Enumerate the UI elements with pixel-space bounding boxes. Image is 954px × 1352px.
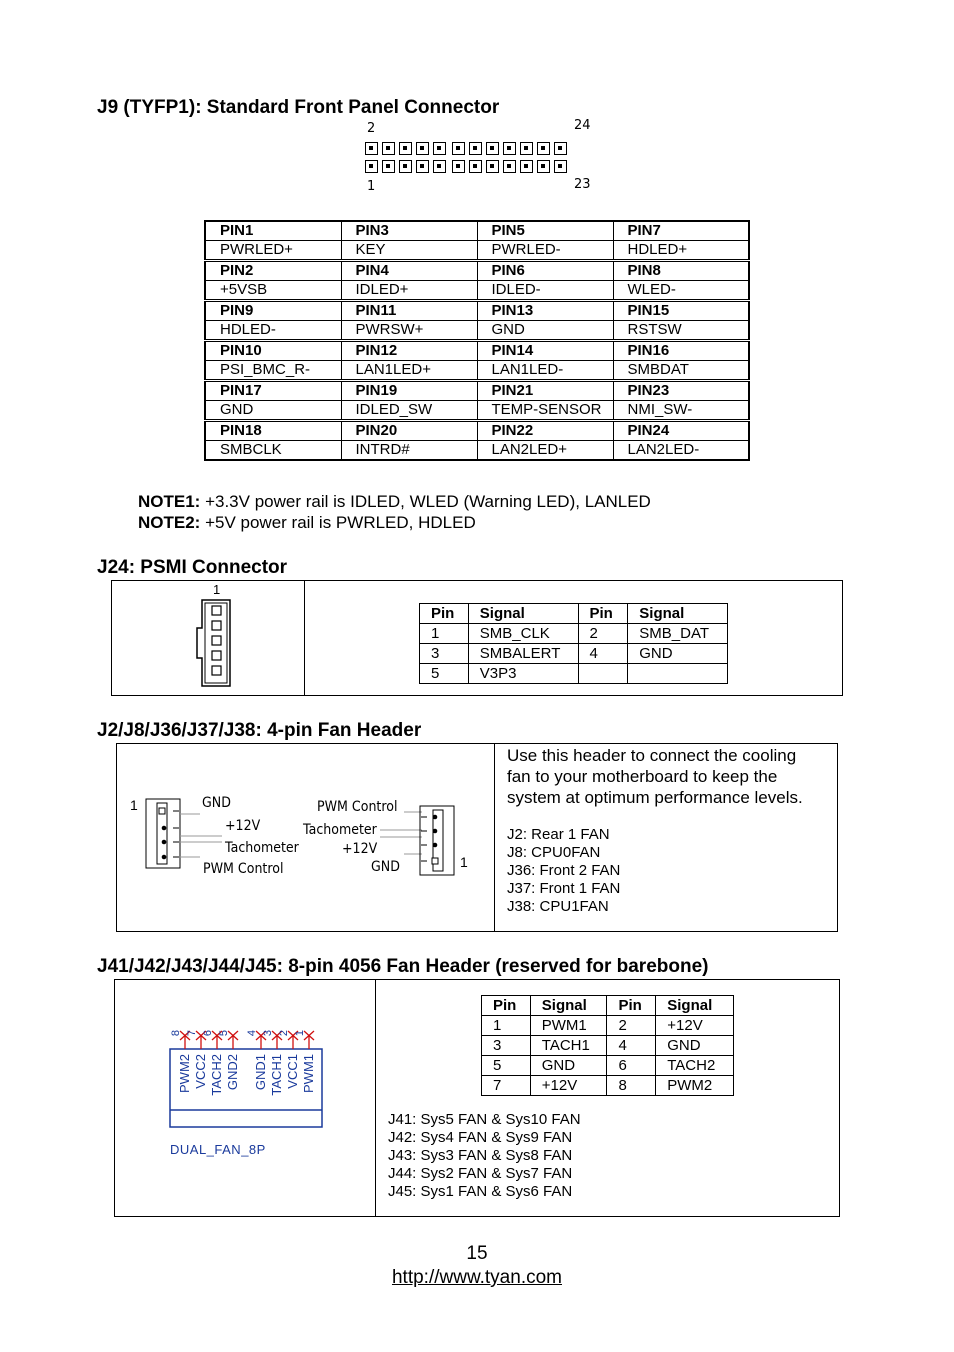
table-cell: 3 [420, 644, 469, 664]
table-header-row [482, 996, 734, 1016]
left-label-tach: Tachometer [225, 840, 299, 856]
header-pin [382, 142, 395, 155]
note1-text: +3.3V power rail is IDLED, WLED (Warning LED), LANLED [200, 492, 651, 511]
page-number: 15 [466, 1243, 488, 1264]
header-pin [537, 160, 550, 173]
right-label-12v: +12V [342, 841, 378, 857]
table-cell: PIN1 [205, 221, 341, 241]
pin-number: 7 [186, 1029, 199, 1037]
table-cell: PIN8 [613, 261, 749, 281]
fan8-pin-table [481, 995, 734, 1096]
table-cell: TACH1 [530, 1036, 607, 1056]
j9-title: J9 (TYFP1): Standard Front Panel Connector [97, 97, 500, 118]
table-cell: 5 [482, 1056, 531, 1076]
header-pin [452, 160, 465, 173]
header-pin [520, 142, 533, 155]
header-pin [520, 160, 533, 173]
column-header: Signal [628, 604, 728, 624]
header-pin [554, 160, 567, 173]
table-row [205, 221, 749, 241]
table-cell: LAN1LED+ [341, 361, 477, 381]
table-cell: SMBDAT [613, 361, 749, 381]
left-pin1-label: 1 [130, 797, 138, 813]
pin-signal-name: VCC2 [193, 1054, 208, 1089]
header-pin [433, 142, 446, 155]
table-cell: 5 [420, 664, 469, 684]
pin-signal-name: TACH1 [269, 1054, 284, 1096]
pin-signal-name: GND1 [253, 1054, 268, 1091]
pin-label-1: 1 [367, 179, 376, 194]
fan4-desc-line: system at optimum performance levels. [507, 788, 803, 807]
pin-signal-name: PWM1 [301, 1054, 316, 1093]
table-cell: SMB_CLK [468, 624, 578, 644]
table-cell: HDLED- [205, 321, 341, 341]
note2-label: NOTE2: [138, 513, 201, 532]
pin-number: 8 [170, 1029, 183, 1037]
header-pin [469, 142, 482, 155]
column-header: Pin [607, 996, 656, 1016]
table-row [420, 644, 728, 664]
table-cell: PIN10 [205, 341, 341, 361]
fan8-list-item: J44: Sys2 FAN & Sys7 FAN [388, 1165, 573, 1182]
table-row [420, 664, 728, 684]
table-cell: HDLED+ [613, 241, 749, 261]
column-header: Signal [656, 996, 734, 1016]
table-row [482, 1076, 734, 1096]
table-cell: 8 [607, 1076, 656, 1096]
right-pin1-label: 1 [460, 854, 468, 870]
table-cell: GND [656, 1036, 734, 1056]
pin-number: 2 [278, 1029, 291, 1037]
right-fan-header-icon [419, 805, 457, 877]
fan4-list-item: J36: Front 2 FAN [507, 862, 621, 879]
table-cell: PIN11 [341, 301, 477, 321]
pin-signal-name: GND2 [225, 1054, 240, 1091]
table-cell: +5VSB [205, 281, 341, 301]
fan4-list-item: J37: Front 1 FAN [507, 880, 621, 897]
table-cell: LAN1LED- [477, 361, 613, 381]
table-cell: PIN20 [341, 421, 477, 441]
table-cell: PIN13 [477, 301, 613, 321]
table-row [205, 441, 749, 461]
table-cell: PWM1 [530, 1016, 607, 1036]
header-pin [399, 160, 412, 173]
fan4-desc-line: fan to your motherboard to keep the [507, 767, 778, 786]
pin-number: 5 [218, 1029, 231, 1037]
table-cell: PIN15 [613, 301, 749, 321]
j9-pin-table [204, 220, 750, 461]
table-cell: PIN24 [613, 421, 749, 441]
table-cell: PIN22 [477, 421, 613, 441]
header-pin [399, 142, 412, 155]
table-cell: PIN3 [341, 221, 477, 241]
left-label-12v: +12V [225, 818, 261, 834]
table-cell: PIN7 [613, 221, 749, 241]
table-cell: RSTSW [613, 321, 749, 341]
header-pin [365, 142, 378, 155]
table-cell: 7 [482, 1076, 531, 1096]
column-header: Pin [482, 996, 531, 1016]
table-cell: INTRD# [341, 441, 477, 461]
header-pin [537, 142, 550, 155]
table-cell: LAN2LED- [613, 441, 749, 461]
table-row [205, 341, 749, 361]
table-row [482, 1036, 734, 1056]
column-header: Pin [420, 604, 469, 624]
table-row [205, 241, 749, 261]
column-header: Signal [468, 604, 578, 624]
header-pin [416, 142, 429, 155]
table-cell: IDLED_SW [341, 401, 477, 421]
table-cell: PIN21 [477, 381, 613, 401]
j24-pin-table [419, 603, 728, 684]
table-cell: NMI_SW- [613, 401, 749, 421]
table-cell: PWM2 [656, 1076, 734, 1096]
column-header: Signal [530, 996, 607, 1016]
table-cell: GND [628, 644, 728, 664]
pin-label-24: 24 [574, 118, 591, 133]
right-label-pwm: PWM Control [317, 799, 398, 815]
pin-number: 6 [202, 1029, 215, 1037]
pin-number: 1 [294, 1029, 307, 1037]
tyan-url-link[interactable]: http://www.tyan.com [391, 1267, 562, 1288]
table-cell: 1 [420, 624, 469, 644]
column-header: Pin [578, 604, 628, 624]
pin-label-23: 23 [574, 177, 591, 192]
table-cell [578, 664, 628, 684]
header-pin [365, 160, 378, 173]
table-cell: WLED- [613, 281, 749, 301]
header-pin [382, 160, 395, 173]
fan8-list-item: J41: Sys5 FAN & Sys10 FAN [388, 1111, 581, 1128]
header-pin [452, 142, 465, 155]
pin-label-2: 2 [367, 121, 376, 136]
table-cell: IDLED+ [341, 281, 477, 301]
right-label-gnd: GND [371, 859, 400, 875]
table-cell: PSI_BMC_R- [205, 361, 341, 381]
fan4-list-item: J38: CPU1FAN [507, 898, 609, 915]
note1 [138, 492, 651, 512]
table-row [482, 1056, 734, 1076]
table-row [205, 301, 749, 321]
footer-link-wrap [0, 1267, 954, 1289]
table-cell: PWRSW+ [341, 321, 477, 341]
left-label-gnd: GND [202, 795, 231, 811]
table-cell: 3 [482, 1036, 531, 1056]
table-cell: PIN14 [477, 341, 613, 361]
pin-signal-name: VCC1 [285, 1054, 300, 1089]
header-pin [416, 160, 429, 173]
note2-text: +5V power rail is PWRLED, HDLED [200, 513, 476, 532]
table-cell: PIN12 [341, 341, 477, 361]
fan8-list-item: J45: Sys1 FAN & Sys6 FAN [388, 1183, 573, 1200]
header-pin [469, 160, 482, 173]
table-cell: SMBCLK [205, 441, 341, 461]
table-row [205, 261, 749, 281]
fan8-list-item: J42: Sys4 FAN & Sys9 FAN [388, 1129, 573, 1146]
j24-pin1-label: 1 [213, 582, 221, 597]
table-cell: +12V [656, 1016, 734, 1036]
table-cell: 4 [578, 644, 628, 664]
header-pin [486, 160, 499, 173]
table-cell: IDLED- [477, 281, 613, 301]
fan4-list-item: J8: CPU0FAN [507, 844, 601, 861]
dual-fan-part-name: DUAL_FAN_8P [170, 1142, 266, 1157]
table-row [420, 624, 728, 644]
table-cell: GND [205, 401, 341, 421]
table-cell: 4 [607, 1036, 656, 1056]
table-cell: PIN19 [341, 381, 477, 401]
table-row [205, 361, 749, 381]
left-label-pwm: PWM Control [203, 861, 284, 877]
header-pin [554, 142, 567, 155]
fan8-list-item: J43: Sys3 FAN & Sys8 FAN [388, 1147, 573, 1164]
table-cell: GND [530, 1056, 607, 1076]
table-cell: V3P3 [468, 664, 578, 684]
pin-number: 3 [262, 1029, 275, 1037]
j9-pin-row-even [365, 142, 567, 155]
header-pin [433, 160, 446, 173]
table-cell: KEY [341, 241, 477, 261]
table-cell: PIN5 [477, 221, 613, 241]
table-cell: PIN23 [613, 381, 749, 401]
j9-pin-row-odd [365, 160, 567, 173]
table-cell: PIN2 [205, 261, 341, 281]
table-cell [628, 664, 728, 684]
table-cell: PWRLED+ [205, 241, 341, 261]
fan4-list-item: J2: Rear 1 FAN [507, 826, 610, 843]
pin-signal-name: PWM2 [177, 1054, 192, 1093]
table-row [205, 281, 749, 301]
right-leader-lines [370, 800, 422, 872]
table-cell: 6 [607, 1056, 656, 1076]
table-cell: 2 [607, 1016, 656, 1036]
table-cell: PWRLED- [477, 241, 613, 261]
table-cell: 2 [578, 624, 628, 644]
table-cell: PIN17 [205, 381, 341, 401]
header-pin [503, 160, 516, 173]
fan8-header-list [388, 1111, 581, 1201]
note2 [138, 513, 476, 533]
psmi-connector-outline [196, 598, 232, 688]
table-row [205, 421, 749, 441]
table-row [205, 381, 749, 401]
table-cell: PIN9 [205, 301, 341, 321]
table-cell: PIN6 [477, 261, 613, 281]
pin-signal-name: TACH2 [209, 1054, 224, 1096]
table-cell: GND [477, 321, 613, 341]
fan8-title: J41/J42/J43/J44/J45: 8-pin 4056 Fan Header (reserved for barebone) [97, 956, 709, 977]
table-cell: 1 [482, 1016, 531, 1036]
table-cell: SMBALERT [468, 644, 578, 664]
table-header-row [420, 604, 728, 624]
table-cell: +12V [530, 1076, 607, 1096]
table-cell: SMB_DAT [628, 624, 728, 644]
table-cell: PIN16 [613, 341, 749, 361]
right-label-tach: Tachometer [303, 822, 377, 838]
fan4-description [507, 745, 803, 808]
j24-title: J24: PSMI Connector [97, 557, 288, 578]
note1-label: NOTE1: [138, 492, 201, 511]
header-pin [486, 142, 499, 155]
fan4-desc-line: Use this header to connect the cooling [507, 746, 797, 765]
pin-number: 4 [246, 1029, 259, 1037]
table-cell: TACH2 [656, 1056, 734, 1076]
fan4-title: J2/J8/J36/J37/J38: 4-pin Fan Header [97, 720, 422, 741]
table-row [205, 321, 749, 341]
table-cell: LAN2LED+ [477, 441, 613, 461]
table-cell: PIN18 [205, 421, 341, 441]
fan4-header-list [507, 826, 620, 916]
table-cell: PIN4 [341, 261, 477, 281]
header-pin [503, 142, 516, 155]
table-row [205, 401, 749, 421]
table-cell: TEMP-SENSOR [477, 401, 613, 421]
table-row [482, 1016, 734, 1036]
